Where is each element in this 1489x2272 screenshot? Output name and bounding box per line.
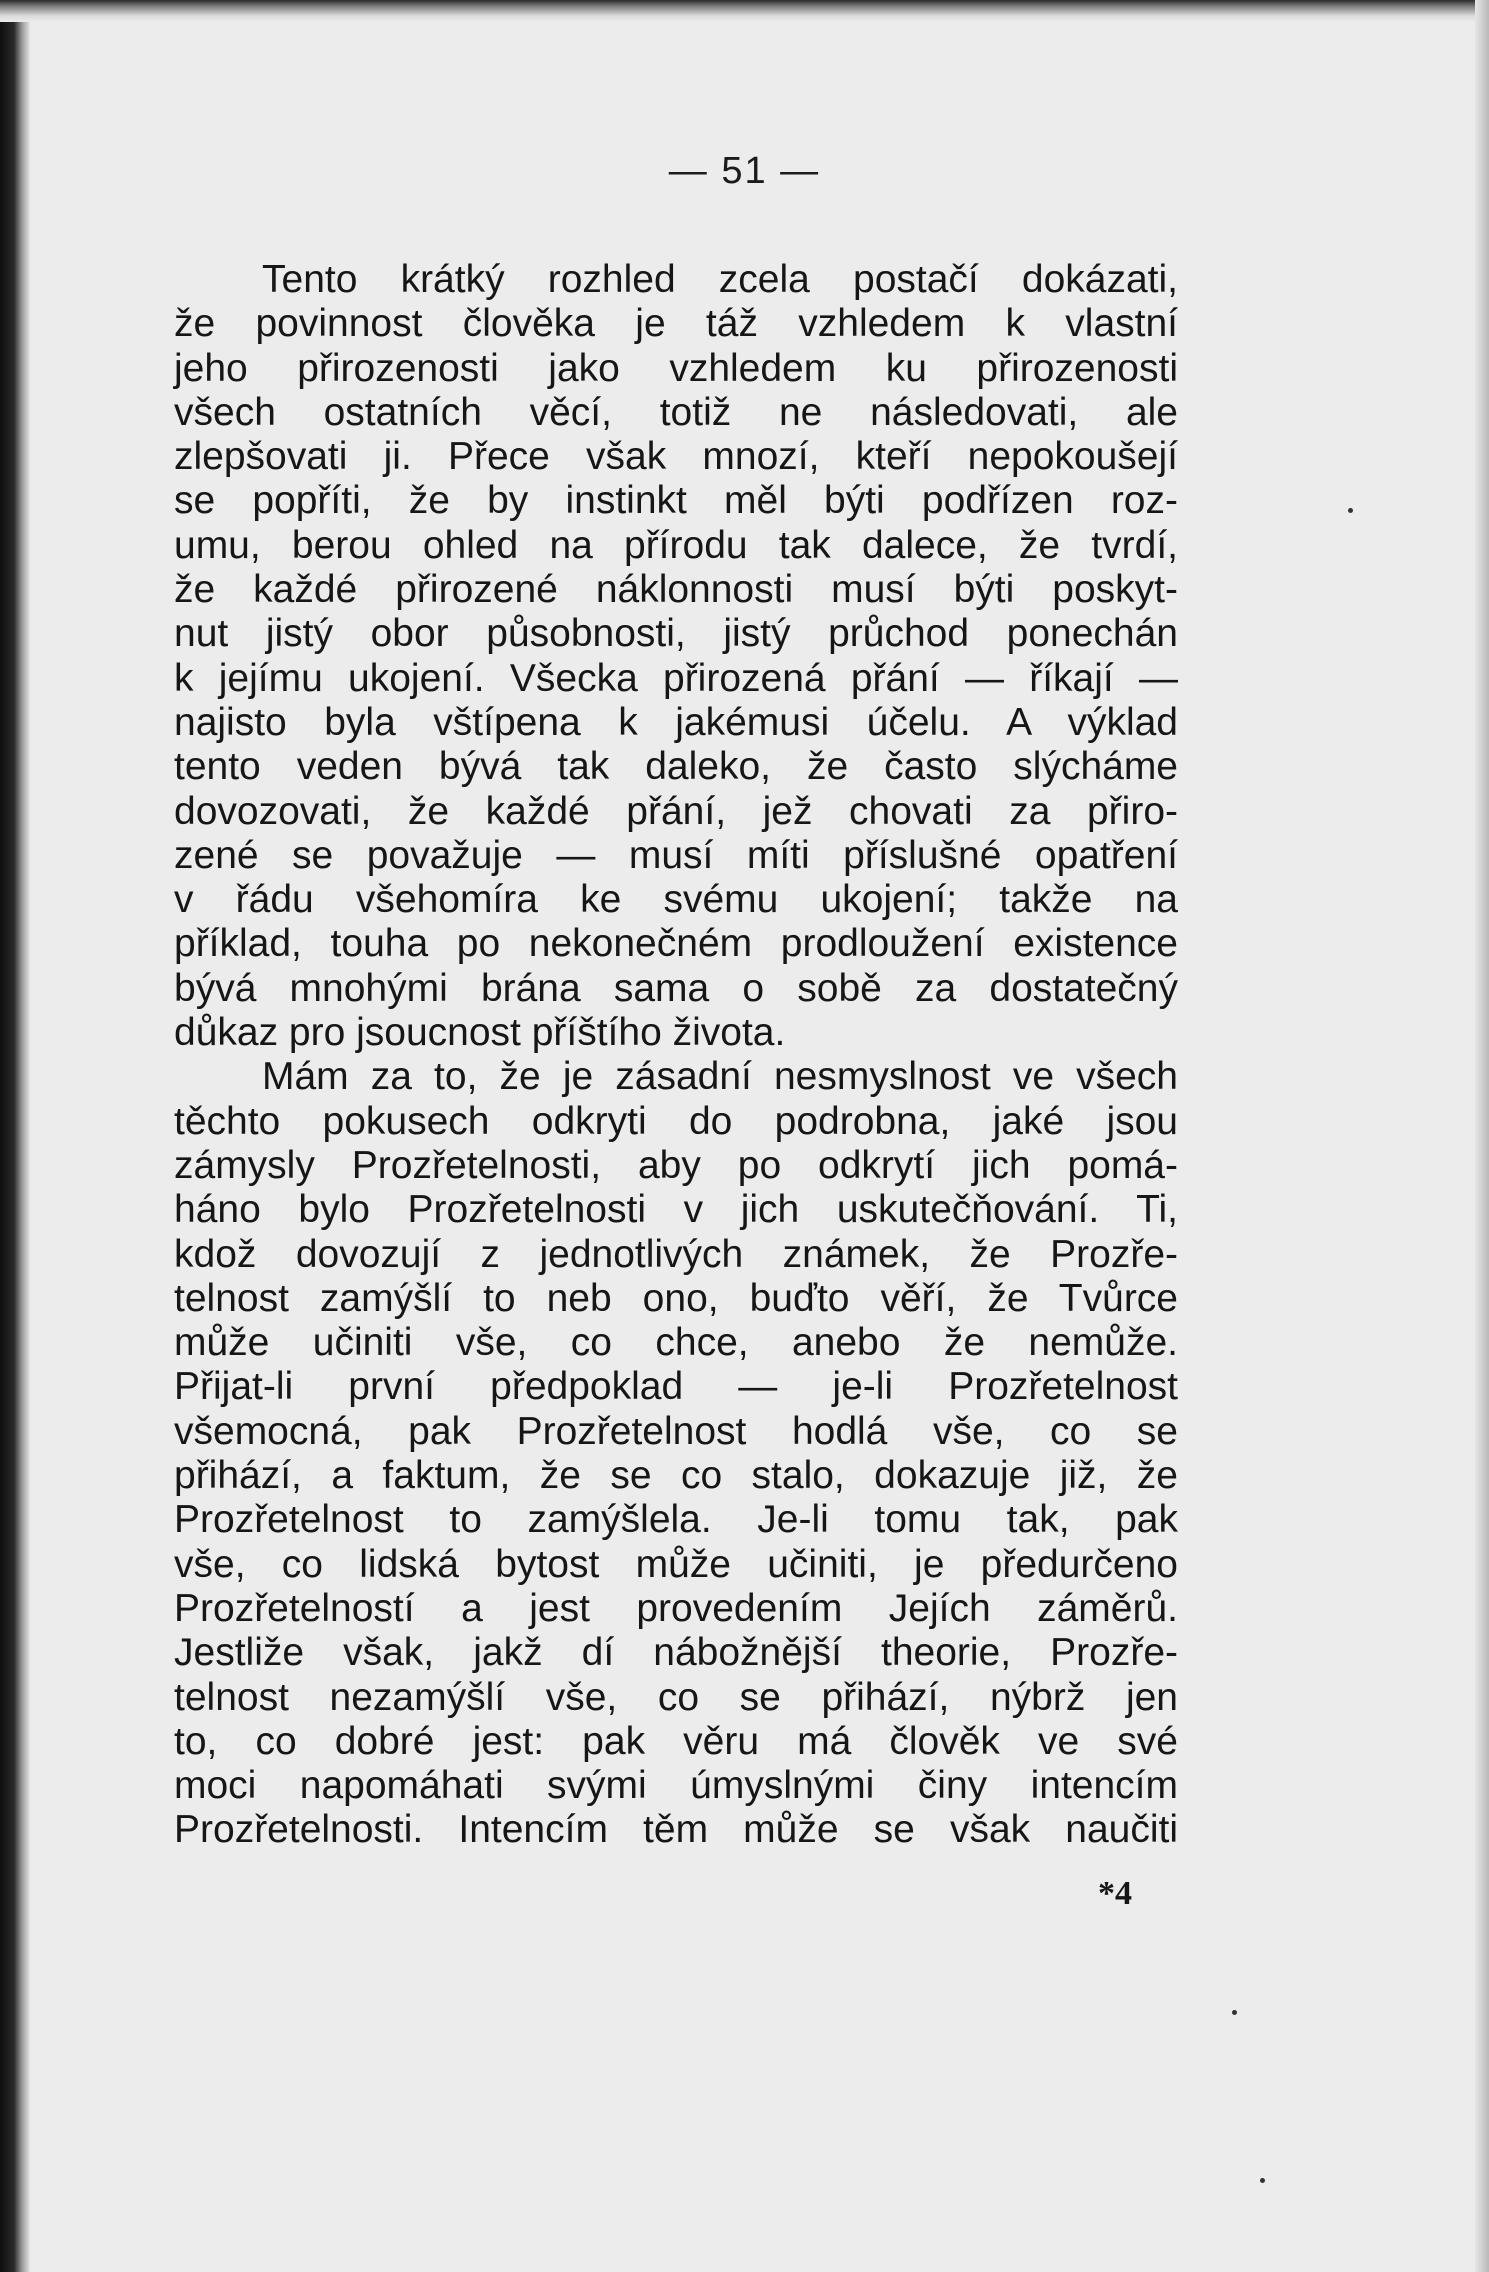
text-line: zené se považuje — musí míti příslušné opatření <box>174 833 1178 877</box>
text-line: Prozřetelností a jest provedením Jejích záměrů. <box>174 1586 1178 1630</box>
signature-mark: *4 <box>1098 1875 1132 1912</box>
text-line: kdož dovozují z jednotlivých známek, že Prozře- <box>174 1232 1178 1276</box>
text-line: že povinnost člověka je táž vzhledem k vlastní <box>174 302 1178 346</box>
text-line: může učiniti vše, co chce, anebo že nemůže. <box>174 1321 1178 1365</box>
text-line: nut jistý obor působnosti, jistý průchod ponechán <box>174 612 1178 656</box>
text-line: přihází, a faktum, že se co stalo, dokazuje již, že <box>174 1454 1178 1498</box>
text-line: Prozřetelnosti. Intencím těm může se však naučiti <box>174 1808 1178 1852</box>
text-line: všech ostatních věcí, totiž ne následovati, ale <box>174 390 1178 434</box>
text-line: že každé přirozené náklonnosti musí býti poskyt- <box>174 568 1178 612</box>
text-line: umu, berou ohled na přírodu tak dalece, že tvrdí, <box>174 523 1178 567</box>
text-line: Prozřetelnost to zamýšlela. Je-li tomu tak, pak <box>174 1498 1178 1542</box>
text-line: těchto pokusech odkryti do podrobna, jaké jsou <box>174 1099 1178 1143</box>
text-line: Mám za to, že je zásadní nesmyslnost ve všech <box>262 1055 1178 1099</box>
page-top-edge-shadow <box>0 0 1489 22</box>
text-line: vše, co lidská bytost může učiniti, je předurčeno <box>174 1542 1178 1586</box>
text-line: Jestliže však, jakž dí nábožnější theorie, Prozře- <box>174 1631 1178 1675</box>
text-line: telnost nezamýšlí vše, co se přihází, nýbrž jen <box>174 1675 1178 1719</box>
text-line: to, co dobré jest: pak věru má člověk ve své <box>174 1719 1178 1763</box>
text-line: všemocná, pak Prozřetelnost hodlá vše, co se <box>174 1409 1178 1453</box>
text-line: bývá mnohými brána sama o sobě za dostatečný <box>174 966 1178 1010</box>
text-line: háno bylo Prozřetelnosti v jich uskutečňování. Ti, <box>174 1188 1178 1232</box>
dust-speck <box>1260 2178 1265 2183</box>
text-line: najisto byla vštípena k jakémusi účelu. A výklad <box>174 700 1178 744</box>
text-line: příklad, touha po nekonečném prodloužení existence <box>174 922 1178 966</box>
text-line: tento veden bývá tak daleko, že často slýcháme <box>174 745 1178 789</box>
text-line: telnost zamýšlí to neb ono, buďto věří, že Tvůrce <box>174 1276 1178 1320</box>
text-line: Tento krátký rozhled zcela postačí dokázati, <box>262 258 1178 301</box>
page-number: — 51 — <box>668 150 821 192</box>
text-line: moci napomáhati svými úmyslnými činy intencím <box>174 1764 1178 1808</box>
text-line: k jejímu ukojení. Všecka přirozená přání — říkají — <box>174 656 1178 700</box>
text-line: Přijat-li první předpoklad — je-li Prozřetelnost <box>174 1365 1178 1409</box>
text-line: dovozovati, že každé přání, jež chovati za přiro- <box>174 789 1178 833</box>
text-line: v řádu všehomíra ke svému ukojení; takže na <box>174 878 1178 922</box>
text-line: se popříti, že by instinkt měl býti podřízen roz- <box>174 479 1178 523</box>
dust-speck <box>1348 508 1353 513</box>
text-line: zlepšovati ji. Přece však mnozí, kteří nepokoušejí <box>174 435 1178 479</box>
text-line: jeho přirozenosti jako vzhledem ku přirozenosti <box>174 346 1178 390</box>
page-right-edge-shadow <box>1475 0 1489 2272</box>
body-text <box>174 258 1178 1853</box>
text-line: zámysly Prozřetelnosti, aby po odkrytí jich pomá- <box>174 1143 1178 1187</box>
page-left-edge-shadow <box>0 0 30 2272</box>
text-line: důkaz pro jsoucnost příštího života. <box>174 1011 786 1055</box>
dust-speck <box>1232 2010 1237 2015</box>
